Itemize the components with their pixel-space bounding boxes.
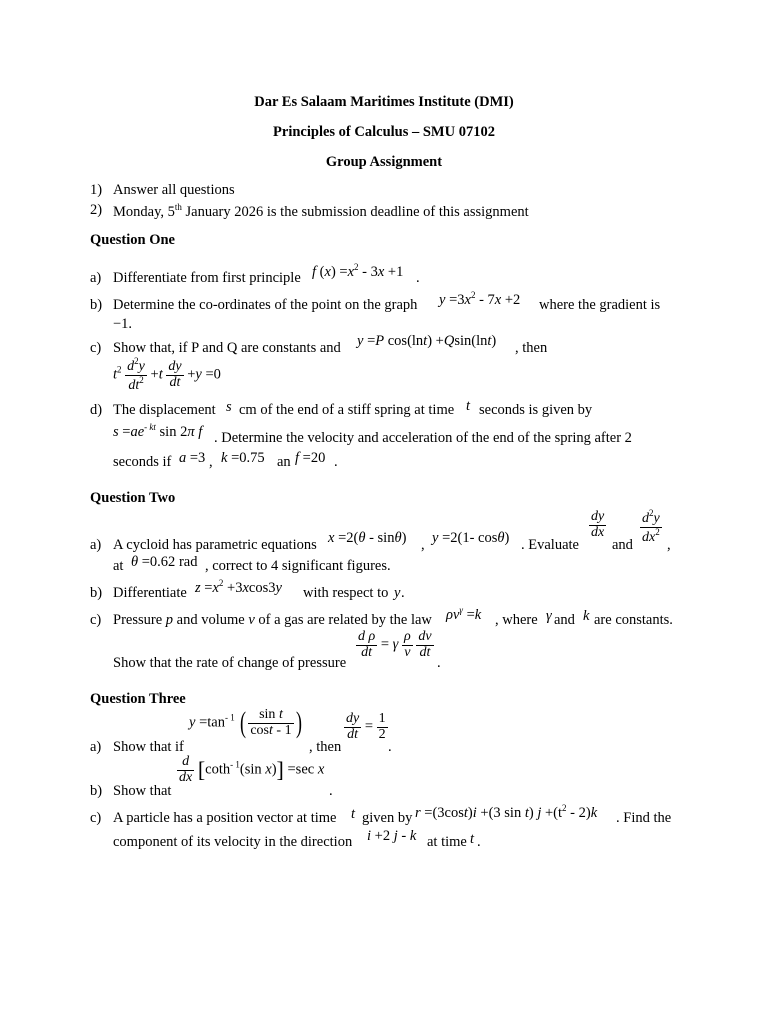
- institute-title: Dar Es Salaam Maritimes Institute (DMI): [254, 94, 514, 110]
- question-one-heading: Question One: [90, 232, 175, 248]
- q2c-text: Pressure p and volume v of a gas are related by the law $\rho v^\gamma =k$ , where γ and k are constants.: [113, 605, 673, 628]
- q1d-formula: $s =ae^{- kt}$ sin 2π f: [113, 422, 203, 440]
- q3a-label: a): [90, 739, 102, 755]
- instruction-number: 2): [90, 202, 103, 218]
- instruction-text: Monday, 5th January 2026 is the submission deadline of this assignment: [113, 202, 529, 220]
- q3a-result: $\frac{dy}{dt}$ = $\frac{1}{2}$: [346, 711, 386, 742]
- q2b-text: Differentiate $z =x^2 +3xcos3y$ with respect to y .: [113, 578, 405, 601]
- q2b-label: b): [90, 585, 103, 601]
- q2c-text-cont: Show that the rate of change of pressure $\frac{\text{d ρ}}{dt}$ = γ $\frac{\rho}{v}$ $\frac{dv}{dt}$ .: [113, 629, 441, 671]
- instruction-text: Answer all questions: [113, 182, 235, 198]
- q1d-label: d): [90, 402, 103, 418]
- course-title: Principles of Calculus – SMU 07102: [273, 124, 495, 140]
- q1c-formula: y =P cos(lnt) +Qsin(lnt): [357, 333, 497, 349]
- dy-dx-fraction: $\frac{dy}{dx}$: [591, 509, 605, 540]
- q1b-formula: $y =3x^2 - 7x +2$: [439, 290, 521, 308]
- q1a-label: a): [90, 270, 102, 286]
- q2c-label: c): [90, 612, 102, 628]
- q1b-text: Determine the co-ordinates of the point on the graph $y =3x^2 - 7x +2$ where the gradient is: [113, 290, 661, 313]
- q3a-formula: $y =\tan^{- 1}$ ( $\frac{\text{sin t}}{\cos t - 1}$ ): [189, 706, 302, 740]
- q2c-equation: $\frac{\text{d ρ}}{dt}$ = γ $\frac{\rho}{v}$ $\frac{dv}{dt}$: [358, 629, 432, 660]
- q2b-formula: $z =x^2 +3xcos3y$: [195, 578, 282, 596]
- question-three-heading: Question Three: [90, 691, 186, 707]
- q3c-vector: r =(3cost)i +(3 sin t) $j +(t^2 - 2)k$: [415, 803, 598, 821]
- q1c-text: Show that, if P and Q are constants and y =P cos(lnt) +Qsin(lnt) , then: [113, 333, 548, 356]
- q3a-text: Show that if $y =\tan^{- 1}$ ( $\frac{\text{sin t}}{\cos t - 1}$ ) , then $\frac{dy}{dt}$ = $\frac{1}{2}$ .: [113, 706, 392, 755]
- q1d-text: The displacement s cm of the end of a stiff spring at time t seconds is given by: [113, 398, 593, 418]
- q2a-text: A cycloid has parametric equations x =2(θ - sinθ) , y =2(1- cosθ) . Evaluate $\frac{dy}{dx}$ and $\frac{d^2y}{dx^2}$ ,: [113, 508, 671, 553]
- assignment-title: Group Assignment: [325, 154, 443, 170]
- q2a-formula-y: y =2(1- cosθ): [432, 530, 510, 546]
- q1a-formula: f $(x) =x^2 - 3x +1$: [312, 262, 404, 280]
- q3c-direction: i +2 j - k: [367, 828, 417, 844]
- q1a-text: Differentiate from first principle f $(x) =x^2 - 3x +1$ .: [113, 262, 420, 286]
- q2a-text-cont: at θ =0.62 rad , correct to 4 significant figures.: [113, 554, 391, 574]
- d2y-dx2-fraction: $\frac{d^2y}{dx^2}$: [642, 508, 660, 545]
- q3c-label: c): [90, 810, 102, 826]
- q1d-text-cont2: seconds if a =3 , k =0.75 an f =20 .: [113, 450, 338, 470]
- q3b-formula: $\frac{d}{dx}$ [coth$^{- 1}$(sin x)] =sec x: [179, 754, 325, 785]
- assignment-page: Dar Es Salaam Maritimes Institute (DMI) Principles of Calculus – SMU 07102 Group Assignment 1) Answer all questions 2) Monday, 5th January 2026 is the submission deadline of this assignment Question One a) Differentiate from first principle f $(x) =x^2 - 3x +1$ . b) Determine the co-ordinates of the point on the graph $y =3x^2 - 7x +2$ where the gradient is −1. c) Show that, if P and Q are constants and y =P cos(lnt) +Qsin(lnt) , then $t^2$ $\frac{d^2y}{dt^2}$ +t $\frac{dy}{dt}$ +y =0 d) The displacement s cm of the end of a stiff spring at time t seconds is given by $s =ae^{- kt}$ sin 2π f . Determine the velocity and acceleration of the end of the spring after 2 seconds if a =3 , k =0.75 an f =20 . Question Two a) A cycloid has parametric equations x =2(θ - sinθ) , y =2(1- cosθ) . Evaluate $\frac{dy}{dx}$ and $\frac{d^2y}{dx^2}$ , at θ =0.62 rad , correct to 4 significant figures. b) Differentiate $z =x^2 +3xcos3y$ with respect to y . c) Pressure p and volume v of a gas are related by the law $\rho v^\gamma =k$ , where γ and k are constants. Show that the rate of change of pressure $\frac{\text{d ρ}}{dt}$ = γ $\frac{\rho}{v}$ $\frac{dv}{dt}$ . Question Three a) Show that if $y =\tan^{- 1}$ ( $\frac{\text{sin t}}{\cos t - 1}$ ) , then $\frac{dy}{dt}$ = $\frac{1}{2}$ . b) Show that $\frac{d}{dx}$ [coth$^{- 1}$(sin x)] =sec x . c) A particle has a position vector at time t given by r =(3cost)i +(3 sin t) $j +(t^2 - 2)k$ . Find the component of its velocity in the direction i +2 j - k at time t .: [0, 0, 768, 1024]
- q1b-label: b): [90, 297, 103, 313]
- q3b-label: b): [90, 783, 103, 799]
- q1b-text-cont: −1.: [113, 316, 133, 332]
- q2c-law: $\rho v^\gamma =k$: [446, 605, 482, 623]
- question-two-heading: Question Two: [90, 490, 176, 506]
- q1c-equation: $t^2$ $\frac{d^2y}{dt^2}$ +t $\frac{dy}{dt}$ +y =0: [113, 356, 221, 393]
- q1c-label: c): [90, 340, 102, 356]
- q3b-text: Show that $\frac{d}{dx}$ [coth$^{- 1}$(sin x)] =sec x .: [113, 754, 333, 799]
- q3c-text: A particle has a position vector at time t given by r =(3cost)i +(3 sin t) $j +(t^2 - 2)k$ . Find the: [113, 803, 672, 826]
- instruction-number: 1): [90, 182, 103, 198]
- q2a-formula-x: x =2(θ - sinθ): [328, 530, 407, 546]
- q2a-label: a): [90, 537, 102, 553]
- q3c-text-cont: component of its velocity in the direction i +2 j - k at time t .: [113, 828, 481, 850]
